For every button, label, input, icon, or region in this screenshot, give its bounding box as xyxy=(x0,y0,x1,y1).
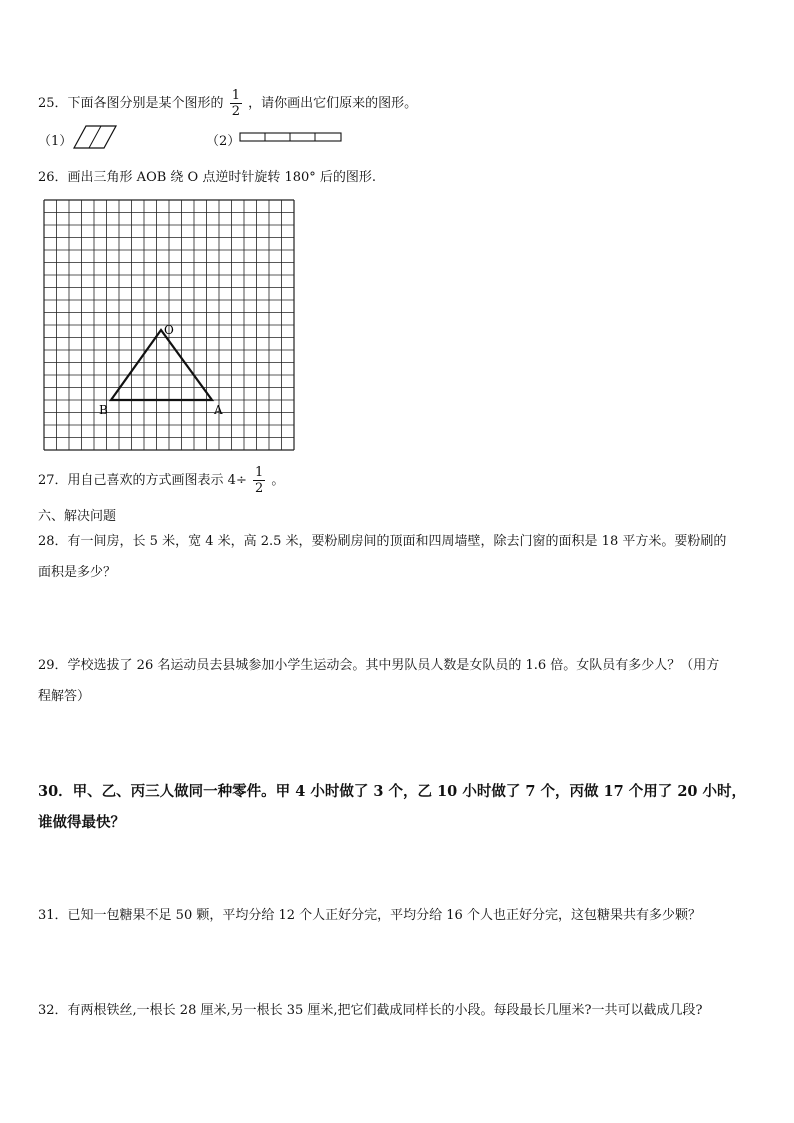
point-label-b: B xyxy=(99,403,108,417)
q25-sub2-label: （2） xyxy=(206,134,241,149)
q25-text-before: 25．下面各图分别是某个图形的 xyxy=(38,96,224,111)
triangle-aob xyxy=(111,330,212,400)
fraction-numerator: 1 xyxy=(254,465,264,480)
q27-text-after: 。 xyxy=(271,473,285,488)
q25-sub1-label: （1） xyxy=(38,134,73,149)
point-label-a: A xyxy=(214,403,223,417)
question-28-line1: 28．有一间房，长 5 米，宽 4 米，高 2.5 米，要粉刷房间的顶面和四周墙壁，除去门窗的面积是 18 平方米。要粉刷的 xyxy=(38,534,727,549)
question-29-line2: 程解答） xyxy=(38,689,91,704)
parallelogram-figure xyxy=(72,124,122,150)
question-32: 32．有两根铁丝,一根长 28 厘米,另一根长 35 厘米,把它们截成同样长的小段。每段最长几厘米?一共可以截成几段? xyxy=(38,1003,703,1018)
question-30-line2: 谁做得最快？ xyxy=(38,814,125,831)
question-30-line1: 30．甲、乙、丙三人做同一种零件。甲 4 小时做了 3 个，乙 10 小时做了 7 个，丙做 17 个用了 20 小时， xyxy=(38,783,747,800)
question-29-line1: 29．学校选拔了 26 名运动员去县城参加小学生运动会。其中男队员人数是女队员的 1.6 倍。女队员有多少人？（用方 xyxy=(38,658,720,673)
q25-text-after: ，请你画出它们原来的图形。 xyxy=(248,96,418,111)
grid-figure xyxy=(40,196,300,452)
q27-text-before: 27．用自己喜欢的方式画图表示 4÷ xyxy=(38,473,247,488)
q27-fraction xyxy=(253,465,265,496)
question-31: 31．已知一包糖果不足 50 颗，平均分给 12 个人正好分完，平均分给 16 个人也正好分完，这包糖果共有多少颗？ xyxy=(38,908,701,923)
fraction-numerator: 1 xyxy=(231,88,240,103)
q25-fraction xyxy=(230,88,242,119)
point-label-o: O xyxy=(164,323,174,337)
question-26: 26．画出三角形 AOB 绕 O 点逆时针旋转 180° 后的图形. xyxy=(38,170,377,185)
fraction-denominator: 2 xyxy=(231,104,240,119)
question-27 xyxy=(38,465,284,496)
question-28-line2: 面积是多少？ xyxy=(38,565,117,580)
segmented-bar-figure xyxy=(238,130,344,144)
section-heading: 六、解决问题 xyxy=(38,509,117,524)
question-25 xyxy=(38,88,417,119)
fraction-denominator: 2 xyxy=(254,481,264,496)
